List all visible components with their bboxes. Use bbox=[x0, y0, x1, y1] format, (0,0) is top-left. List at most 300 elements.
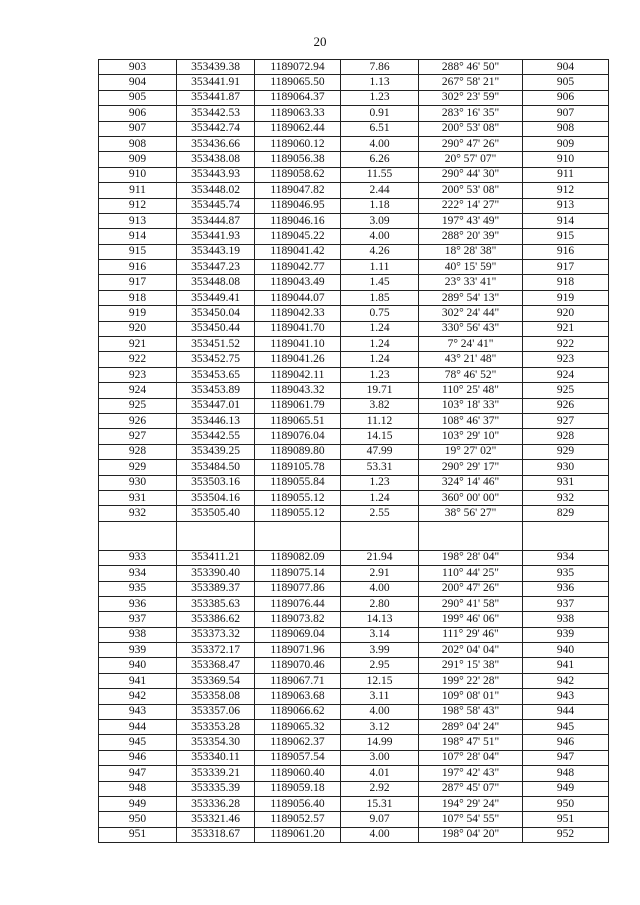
next-point-cell: 925 bbox=[523, 383, 609, 398]
point-number-cell: 948 bbox=[99, 781, 177, 796]
distance-cell: 3.14 bbox=[341, 627, 419, 642]
x-coordinate-cell: 353448.02 bbox=[177, 183, 255, 198]
x-coordinate-cell: 353444.87 bbox=[177, 213, 255, 228]
x-coordinate-cell: 353453.89 bbox=[177, 383, 255, 398]
bearing-cell: 103° 18' 33" bbox=[419, 398, 523, 413]
x-coordinate-cell: 353439.38 bbox=[177, 60, 255, 75]
point-number-cell: 930 bbox=[99, 475, 177, 490]
y-coordinate-cell: 1189065.51 bbox=[255, 413, 341, 428]
coordinates-table bbox=[98, 59, 609, 843]
table-row bbox=[99, 689, 609, 704]
distance-cell: 6.26 bbox=[341, 152, 419, 167]
y-coordinate-cell: 1189041.70 bbox=[255, 321, 341, 336]
distance-cell: 3.99 bbox=[341, 643, 419, 658]
point-number-cell: 946 bbox=[99, 750, 177, 765]
distance-cell: 4.00 bbox=[341, 704, 419, 719]
table-row bbox=[99, 306, 609, 321]
y-coordinate-cell: 1189067.71 bbox=[255, 673, 341, 688]
next-point-cell: 927 bbox=[523, 413, 609, 428]
table-row bbox=[99, 213, 609, 228]
table-row bbox=[99, 612, 609, 627]
distance-cell: 1.24 bbox=[341, 321, 419, 336]
table-row bbox=[99, 490, 609, 505]
bearing-cell: 324° 14' 46" bbox=[419, 475, 523, 490]
point-number-cell: 924 bbox=[99, 383, 177, 398]
next-point-cell: 922 bbox=[523, 337, 609, 352]
next-point-cell: 916 bbox=[523, 244, 609, 259]
point-number-cell: 938 bbox=[99, 627, 177, 642]
bearing-cell: 290° 44' 30" bbox=[419, 167, 523, 182]
distance-cell: 15.31 bbox=[341, 796, 419, 811]
point-number-cell: 915 bbox=[99, 244, 177, 259]
x-coordinate-cell: 353447.23 bbox=[177, 260, 255, 275]
y-coordinate-cell: 1189060.40 bbox=[255, 766, 341, 781]
empty-cell bbox=[341, 521, 419, 550]
table-row bbox=[99, 90, 609, 105]
distance-cell: 1.18 bbox=[341, 198, 419, 213]
point-number-cell: 908 bbox=[99, 136, 177, 151]
x-coordinate-cell: 353442.53 bbox=[177, 106, 255, 121]
table-row bbox=[99, 198, 609, 213]
point-number-cell: 947 bbox=[99, 766, 177, 781]
x-coordinate-cell: 353451.52 bbox=[177, 337, 255, 352]
table-row bbox=[99, 475, 609, 490]
table-row bbox=[99, 290, 609, 305]
next-point-cell: 908 bbox=[523, 121, 609, 136]
bearing-cell: 287° 45' 07" bbox=[419, 781, 523, 796]
y-coordinate-cell: 1189082.09 bbox=[255, 550, 341, 565]
distance-cell: 2.55 bbox=[341, 506, 419, 521]
point-number-cell: 933 bbox=[99, 550, 177, 565]
coordinates-table-body bbox=[99, 60, 609, 843]
table-row bbox=[99, 781, 609, 796]
table-row bbox=[99, 812, 609, 827]
next-point-cell: 941 bbox=[523, 658, 609, 673]
y-coordinate-cell: 1189071.96 bbox=[255, 643, 341, 658]
y-coordinate-cell: 1189045.22 bbox=[255, 229, 341, 244]
table-row bbox=[99, 383, 609, 398]
distance-cell: 9.07 bbox=[341, 812, 419, 827]
distance-cell: 4.00 bbox=[341, 827, 419, 842]
point-number-cell: 918 bbox=[99, 290, 177, 305]
y-coordinate-cell: 1189105.78 bbox=[255, 460, 341, 475]
distance-cell: 1.24 bbox=[341, 490, 419, 505]
distance-cell: 2.44 bbox=[341, 183, 419, 198]
point-number-cell: 914 bbox=[99, 229, 177, 244]
bearing-cell: 291° 15' 38" bbox=[419, 658, 523, 673]
next-point-cell: 907 bbox=[523, 106, 609, 121]
x-coordinate-cell: 353389.37 bbox=[177, 581, 255, 596]
next-point-cell: 939 bbox=[523, 627, 609, 642]
y-coordinate-cell: 1189046.95 bbox=[255, 198, 341, 213]
x-coordinate-cell: 353438.08 bbox=[177, 152, 255, 167]
distance-cell: 1.23 bbox=[341, 475, 419, 490]
distance-cell: 2.91 bbox=[341, 566, 419, 581]
point-number-cell: 907 bbox=[99, 121, 177, 136]
point-number-cell: 928 bbox=[99, 444, 177, 459]
y-coordinate-cell: 1189076.04 bbox=[255, 429, 341, 444]
point-number-cell: 925 bbox=[99, 398, 177, 413]
bearing-cell: 198° 58' 43" bbox=[419, 704, 523, 719]
table-row bbox=[99, 643, 609, 658]
distance-cell: 12.15 bbox=[341, 673, 419, 688]
table-row bbox=[99, 367, 609, 382]
table-row bbox=[99, 444, 609, 459]
next-point-cell: 940 bbox=[523, 643, 609, 658]
table-row bbox=[99, 596, 609, 611]
y-coordinate-cell: 1189042.77 bbox=[255, 260, 341, 275]
point-number-cell: 943 bbox=[99, 704, 177, 719]
next-point-cell: 905 bbox=[523, 75, 609, 90]
empty-cell bbox=[177, 521, 255, 550]
distance-cell: 3.09 bbox=[341, 213, 419, 228]
next-point-cell: 917 bbox=[523, 260, 609, 275]
bearing-cell: 7° 24' 41" bbox=[419, 337, 523, 352]
distance-cell: 14.99 bbox=[341, 735, 419, 750]
next-point-cell: 912 bbox=[523, 183, 609, 198]
bearing-cell: 290° 29' 17" bbox=[419, 460, 523, 475]
x-coordinate-cell: 353448.08 bbox=[177, 275, 255, 290]
point-number-cell: 944 bbox=[99, 720, 177, 735]
empty-cell bbox=[419, 521, 523, 550]
y-coordinate-cell: 1189069.04 bbox=[255, 627, 341, 642]
distance-cell: 14.15 bbox=[341, 429, 419, 444]
next-point-cell: 910 bbox=[523, 152, 609, 167]
y-coordinate-cell: 1189055.12 bbox=[255, 490, 341, 505]
table-row bbox=[99, 766, 609, 781]
bearing-cell: 199° 46' 06" bbox=[419, 612, 523, 627]
point-number-cell: 939 bbox=[99, 643, 177, 658]
bearing-cell: 198° 28' 04" bbox=[419, 550, 523, 565]
table-row bbox=[99, 260, 609, 275]
point-number-cell: 910 bbox=[99, 167, 177, 182]
distance-cell: 3.11 bbox=[341, 689, 419, 704]
next-point-cell: 829 bbox=[523, 506, 609, 521]
point-number-cell: 916 bbox=[99, 260, 177, 275]
x-coordinate-cell: 353369.54 bbox=[177, 673, 255, 688]
next-point-cell: 946 bbox=[523, 735, 609, 750]
point-number-cell: 932 bbox=[99, 506, 177, 521]
distance-cell: 4.00 bbox=[341, 136, 419, 151]
table-row bbox=[99, 398, 609, 413]
x-coordinate-cell: 353443.93 bbox=[177, 167, 255, 182]
table-row bbox=[99, 337, 609, 352]
bearing-cell: 197° 43' 49" bbox=[419, 213, 523, 228]
next-point-cell: 913 bbox=[523, 198, 609, 213]
point-number-cell: 941 bbox=[99, 673, 177, 688]
next-point-cell: 904 bbox=[523, 60, 609, 75]
x-coordinate-cell: 353441.93 bbox=[177, 229, 255, 244]
y-coordinate-cell: 1189041.42 bbox=[255, 244, 341, 259]
y-coordinate-cell: 1189059.18 bbox=[255, 781, 341, 796]
y-coordinate-cell: 1189052.57 bbox=[255, 812, 341, 827]
distance-cell: 11.55 bbox=[341, 167, 419, 182]
distance-cell: 4.00 bbox=[341, 581, 419, 596]
x-coordinate-cell: 353453.65 bbox=[177, 367, 255, 382]
point-number-cell: 950 bbox=[99, 812, 177, 827]
next-point-cell: 918 bbox=[523, 275, 609, 290]
y-coordinate-cell: 1189056.40 bbox=[255, 796, 341, 811]
bearing-cell: 202° 04' 04" bbox=[419, 643, 523, 658]
point-number-cell: 927 bbox=[99, 429, 177, 444]
next-point-cell: 932 bbox=[523, 490, 609, 505]
bearing-cell: 194° 29' 24" bbox=[419, 796, 523, 811]
x-coordinate-cell: 353411.21 bbox=[177, 550, 255, 565]
point-number-cell: 951 bbox=[99, 827, 177, 842]
y-coordinate-cell: 1189064.37 bbox=[255, 90, 341, 105]
next-point-cell: 909 bbox=[523, 136, 609, 151]
point-number-cell: 942 bbox=[99, 689, 177, 704]
distance-cell: 1.24 bbox=[341, 337, 419, 352]
table-row bbox=[99, 244, 609, 259]
y-coordinate-cell: 1189075.14 bbox=[255, 566, 341, 581]
distance-cell: 1.11 bbox=[341, 260, 419, 275]
distance-cell: 1.45 bbox=[341, 275, 419, 290]
y-coordinate-cell: 1189089.80 bbox=[255, 444, 341, 459]
distance-cell: 7.86 bbox=[341, 60, 419, 75]
next-point-cell: 924 bbox=[523, 367, 609, 382]
bearing-cell: 109° 08' 01" bbox=[419, 689, 523, 704]
table-row bbox=[99, 627, 609, 642]
bearing-cell: 199° 22' 28" bbox=[419, 673, 523, 688]
y-coordinate-cell: 1189063.68 bbox=[255, 689, 341, 704]
distance-cell: 3.00 bbox=[341, 750, 419, 765]
x-coordinate-cell: 353446.13 bbox=[177, 413, 255, 428]
bearing-cell: 283° 16' 35" bbox=[419, 106, 523, 121]
point-number-cell: 931 bbox=[99, 490, 177, 505]
distance-cell: 1.85 bbox=[341, 290, 419, 305]
y-coordinate-cell: 1189056.38 bbox=[255, 152, 341, 167]
point-number-cell: 934 bbox=[99, 566, 177, 581]
table-row bbox=[99, 750, 609, 765]
bearing-cell: 200° 53' 08" bbox=[419, 183, 523, 198]
table-row bbox=[99, 658, 609, 673]
y-coordinate-cell: 1189042.11 bbox=[255, 367, 341, 382]
point-number-cell: 937 bbox=[99, 612, 177, 627]
point-number-cell: 904 bbox=[99, 75, 177, 90]
table-row bbox=[99, 673, 609, 688]
bearing-cell: 19° 27' 02" bbox=[419, 444, 523, 459]
bearing-cell: 200° 53' 08" bbox=[419, 121, 523, 136]
y-coordinate-cell: 1189076.44 bbox=[255, 596, 341, 611]
x-coordinate-cell: 353318.67 bbox=[177, 827, 255, 842]
empty-cell bbox=[523, 521, 609, 550]
bearing-cell: 198° 04' 20" bbox=[419, 827, 523, 842]
table-row bbox=[99, 183, 609, 198]
distance-cell: 1.24 bbox=[341, 352, 419, 367]
next-point-cell: 942 bbox=[523, 673, 609, 688]
distance-cell: 19.71 bbox=[341, 383, 419, 398]
bearing-cell: 78° 46' 52" bbox=[419, 367, 523, 382]
next-point-cell: 950 bbox=[523, 796, 609, 811]
x-coordinate-cell: 353372.17 bbox=[177, 643, 255, 658]
y-coordinate-cell: 1189062.44 bbox=[255, 121, 341, 136]
next-point-cell: 945 bbox=[523, 720, 609, 735]
bearing-cell: 222° 14' 27" bbox=[419, 198, 523, 213]
next-point-cell: 938 bbox=[523, 612, 609, 627]
y-coordinate-cell: 1189058.62 bbox=[255, 167, 341, 182]
table-row bbox=[99, 581, 609, 596]
y-coordinate-cell: 1189073.82 bbox=[255, 612, 341, 627]
distance-cell: 2.95 bbox=[341, 658, 419, 673]
x-coordinate-cell: 353336.28 bbox=[177, 796, 255, 811]
point-number-cell: 936 bbox=[99, 596, 177, 611]
next-point-cell: 928 bbox=[523, 429, 609, 444]
bearing-cell: 198° 47' 51" bbox=[419, 735, 523, 750]
y-coordinate-cell: 1189061.79 bbox=[255, 398, 341, 413]
y-coordinate-cell: 1189057.54 bbox=[255, 750, 341, 765]
x-coordinate-cell: 353358.08 bbox=[177, 689, 255, 704]
bearing-cell: 289° 54' 13" bbox=[419, 290, 523, 305]
bearing-cell: 110° 25' 48" bbox=[419, 383, 523, 398]
x-coordinate-cell: 353505.40 bbox=[177, 506, 255, 521]
bearing-cell: 23° 33' 41" bbox=[419, 275, 523, 290]
y-coordinate-cell: 1189044.07 bbox=[255, 290, 341, 305]
x-coordinate-cell: 353357.06 bbox=[177, 704, 255, 719]
next-point-cell: 948 bbox=[523, 766, 609, 781]
next-point-cell: 930 bbox=[523, 460, 609, 475]
table-row bbox=[99, 121, 609, 136]
x-coordinate-cell: 353449.41 bbox=[177, 290, 255, 305]
bearing-cell: 289° 04' 24" bbox=[419, 720, 523, 735]
bearing-cell: 290° 41' 58" bbox=[419, 596, 523, 611]
point-number-cell: 920 bbox=[99, 321, 177, 336]
next-point-cell: 951 bbox=[523, 812, 609, 827]
y-coordinate-cell: 1189043.49 bbox=[255, 275, 341, 290]
x-coordinate-cell: 353436.66 bbox=[177, 136, 255, 151]
bearing-cell: 108° 46' 37" bbox=[419, 413, 523, 428]
y-coordinate-cell: 1189062.37 bbox=[255, 735, 341, 750]
next-point-cell: 931 bbox=[523, 475, 609, 490]
table-row bbox=[99, 229, 609, 244]
table-row bbox=[99, 720, 609, 735]
table-row bbox=[99, 413, 609, 428]
table-row bbox=[99, 550, 609, 565]
table-row bbox=[99, 167, 609, 182]
bearing-cell: 360° 00' 00" bbox=[419, 490, 523, 505]
point-number-cell: 929 bbox=[99, 460, 177, 475]
table-row bbox=[99, 704, 609, 719]
distance-cell: 0.75 bbox=[341, 306, 419, 321]
distance-cell: 4.00 bbox=[341, 229, 419, 244]
next-point-cell: 923 bbox=[523, 352, 609, 367]
x-coordinate-cell: 353386.62 bbox=[177, 612, 255, 627]
next-point-cell: 921 bbox=[523, 321, 609, 336]
y-coordinate-cell: 1189043.32 bbox=[255, 383, 341, 398]
bearing-cell: 197° 42' 43" bbox=[419, 766, 523, 781]
x-coordinate-cell: 353442.55 bbox=[177, 429, 255, 444]
x-coordinate-cell: 353503.16 bbox=[177, 475, 255, 490]
x-coordinate-cell: 353452.75 bbox=[177, 352, 255, 367]
next-point-cell: 934 bbox=[523, 550, 609, 565]
section-separator-row bbox=[99, 521, 609, 550]
x-coordinate-cell: 353447.01 bbox=[177, 398, 255, 413]
y-coordinate-cell: 1189063.33 bbox=[255, 106, 341, 121]
point-number-cell: 921 bbox=[99, 337, 177, 352]
table-row bbox=[99, 827, 609, 842]
y-coordinate-cell: 1189041.26 bbox=[255, 352, 341, 367]
bearing-cell: 200° 47' 26" bbox=[419, 581, 523, 596]
table-row bbox=[99, 321, 609, 336]
next-point-cell: 949 bbox=[523, 781, 609, 796]
x-coordinate-cell: 353385.63 bbox=[177, 596, 255, 611]
bearing-cell: 290° 47' 26" bbox=[419, 136, 523, 151]
point-number-cell: 949 bbox=[99, 796, 177, 811]
x-coordinate-cell: 353335.39 bbox=[177, 781, 255, 796]
table-row bbox=[99, 152, 609, 167]
point-number-cell: 923 bbox=[99, 367, 177, 382]
distance-cell: 1.13 bbox=[341, 75, 419, 90]
next-point-cell: 943 bbox=[523, 689, 609, 704]
point-number-cell: 922 bbox=[99, 352, 177, 367]
next-point-cell: 911 bbox=[523, 167, 609, 182]
y-coordinate-cell: 1189065.32 bbox=[255, 720, 341, 735]
next-point-cell: 920 bbox=[523, 306, 609, 321]
next-point-cell: 944 bbox=[523, 704, 609, 719]
point-number-cell: 917 bbox=[99, 275, 177, 290]
bearing-cell: 107° 28' 04" bbox=[419, 750, 523, 765]
next-point-cell: 952 bbox=[523, 827, 609, 842]
x-coordinate-cell: 353368.47 bbox=[177, 658, 255, 673]
table-row bbox=[99, 429, 609, 444]
table-row bbox=[99, 506, 609, 521]
x-coordinate-cell: 353441.91 bbox=[177, 75, 255, 90]
table-row bbox=[99, 796, 609, 811]
y-coordinate-cell: 1189060.12 bbox=[255, 136, 341, 151]
x-coordinate-cell: 353439.25 bbox=[177, 444, 255, 459]
distance-cell: 1.23 bbox=[341, 90, 419, 105]
point-number-cell: 909 bbox=[99, 152, 177, 167]
table-row bbox=[99, 75, 609, 90]
bearing-cell: 40° 15' 59" bbox=[419, 260, 523, 275]
empty-cell bbox=[99, 521, 177, 550]
point-number-cell: 903 bbox=[99, 60, 177, 75]
distance-cell: 14.13 bbox=[341, 612, 419, 627]
table-row bbox=[99, 136, 609, 151]
point-number-cell: 911 bbox=[99, 183, 177, 198]
table-row bbox=[99, 106, 609, 121]
bearing-cell: 18° 28' 38" bbox=[419, 244, 523, 259]
x-coordinate-cell: 353339.21 bbox=[177, 766, 255, 781]
y-coordinate-cell: 1189070.46 bbox=[255, 658, 341, 673]
x-coordinate-cell: 353450.04 bbox=[177, 306, 255, 321]
x-coordinate-cell: 353442.74 bbox=[177, 121, 255, 136]
next-point-cell: 936 bbox=[523, 581, 609, 596]
y-coordinate-cell: 1189042.33 bbox=[255, 306, 341, 321]
x-coordinate-cell: 353484.50 bbox=[177, 460, 255, 475]
next-point-cell: 926 bbox=[523, 398, 609, 413]
point-number-cell: 906 bbox=[99, 106, 177, 121]
bearing-cell: 288° 20' 39" bbox=[419, 229, 523, 244]
point-number-cell: 913 bbox=[99, 213, 177, 228]
y-coordinate-cell: 1189066.62 bbox=[255, 704, 341, 719]
point-number-cell: 926 bbox=[99, 413, 177, 428]
x-coordinate-cell: 353445.74 bbox=[177, 198, 255, 213]
bearing-cell: 267° 58' 21" bbox=[419, 75, 523, 90]
distance-cell: 4.01 bbox=[341, 766, 419, 781]
bearing-cell: 43° 21' 48" bbox=[419, 352, 523, 367]
next-point-cell: 929 bbox=[523, 444, 609, 459]
point-number-cell: 912 bbox=[99, 198, 177, 213]
bearing-cell: 302° 23' 59" bbox=[419, 90, 523, 105]
y-coordinate-cell: 1189041.10 bbox=[255, 337, 341, 352]
next-point-cell: 914 bbox=[523, 213, 609, 228]
point-number-cell: 940 bbox=[99, 658, 177, 673]
y-coordinate-cell: 1189046.16 bbox=[255, 213, 341, 228]
distance-cell: 1.23 bbox=[341, 367, 419, 382]
point-number-cell: 945 bbox=[99, 735, 177, 750]
next-point-cell: 947 bbox=[523, 750, 609, 765]
